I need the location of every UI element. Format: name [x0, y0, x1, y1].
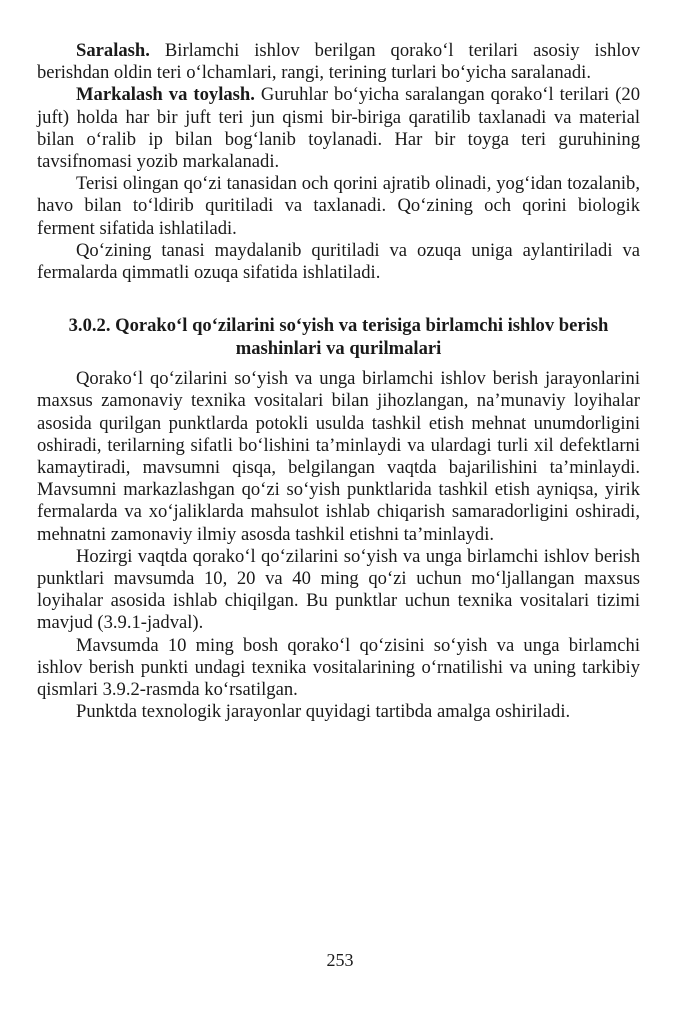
paragraph-tanasi: Qo‘zining tanasi maydalanib quritiladi va ozuqa uniga aylantiriladi va fermalarda qimmatli ozuqa sifatida ishlatiladi.	[37, 239, 640, 284]
paragraph-markalash	[37, 84, 640, 173]
page-number: 253	[326, 950, 354, 970]
paragraph-saralash	[37, 40, 640, 84]
section-heading: 3.0.2. Qorako‘l qo‘zilarini so‘yish va terisiga birlamchi ishlov berish mashinlari va qurilmalari	[68, 315, 609, 360]
paragraph-punktda: Punktda texnologik jarayonlar quyidagi tartibda amalga oshiriladi.	[76, 701, 571, 723]
paragraph-intro: Qorako‘l qo‘zilarini so‘yish va unga birlamchi ishlov berish jarayonlarini maxsus zamonaviy texnika vositalari bilan jihozlangan, na’munaviy loyihalar asosida qurilgan punktlarda potokli usulda tashkil etish mehnat unumdorligini oshiradi, terilarning sifatli bo‘lishini ta’minlaydi va ulardagi turli xil defektlarni kamaytiradi, mavsumni qisqa, belgilangan vaqtda bajarilishini ta’minlaydi. Mavsumni markazlashgan qo‘zi so‘yish punktlarida tashkil etish ayniqsa, yirik fermalarda va xo‘jaliklarda mahsulot ishlab chiqarish samaradorligini oshiradi, mehnatni zamonaviy ilmiy asosda tashkil etishni ta’minlaydi.	[37, 368, 640, 545]
paragraph-hozirgi: Hozirgi vaqtda qorako‘l qo‘zilarini so‘yish va unga birlamchi ishlov berish punktlari mavsumda 10, 20 va 40 ming qo‘zi uchun mo‘ljallangan maxsus loyihalar asosida ishlab chiqilgan. Bu punktlar uchun texnika vositalari tizimi mavjud (3.9.1-jadval).	[37, 545, 640, 634]
term-markalash: Markalash va toylash.	[76, 84, 255, 106]
paragraph-text: Guruhlar bo‘yicha saralangan qorako‘l terilari (20 juft) holda har bir juft teri jun qismi bir-biriga qaratilib taxlanadi va material bilan o‘ralib ip bilan bog‘lanib toylanadi. Har bir toyga teri guruhining tavsifnomasi yozib markalanadi.	[37, 84, 640, 173]
paragraph-mavsumda: Mavsumda 10 ming bosh qorako‘l qo‘zisini so‘yish va unga birlamchi ishlov berish punkti undagi texnika vositalarining o‘rnatilishi va uning tarkibiy qismlari 3.9.2-rasmda ko‘rsatilgan.	[37, 634, 640, 701]
term-saralash: Saralash.	[76, 40, 150, 61]
paragraph-text: Birlamchi ishlov berilgan qorako‘l terilari asosiy ishlov berishdan oldin teri o‘lchamlari, rangi, terining turlari bo‘yicha saralanadi.	[37, 40, 640, 84]
paragraph-terisi: Terisi olingan qo‘zi tanasidan och qorini ajratib olinadi, yog‘idan tozalanib, havo bilan to‘ldirib quritiladi va taxlanadi. Qo‘zining och qorini biologik ferment sifatida ishlatiladi.	[37, 173, 640, 239]
page-content	[37, 40, 640, 723]
